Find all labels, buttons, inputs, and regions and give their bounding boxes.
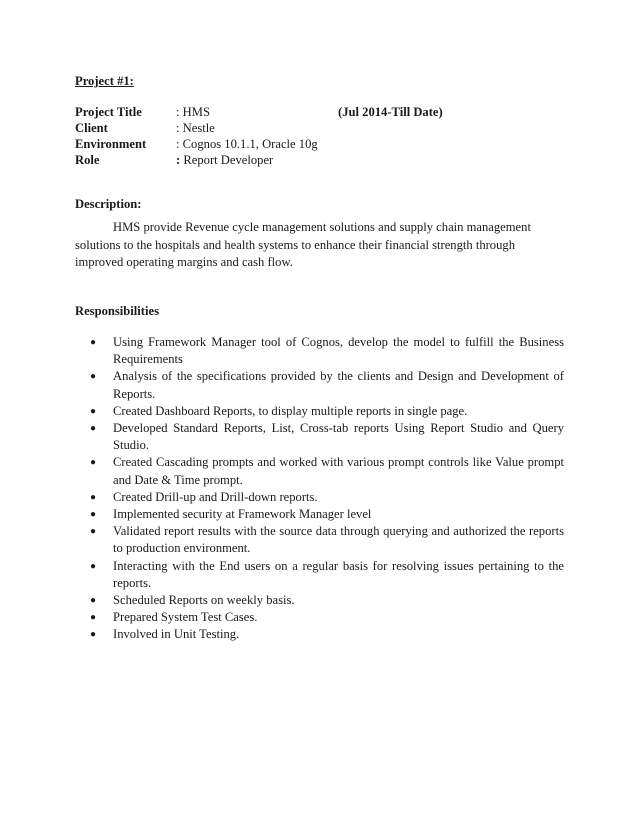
description-line: solutions to the hospitals and health systems to enhance their financial strength through bbox=[75, 237, 515, 252]
list-item bbox=[88, 403, 564, 420]
list-item-text: Created Dashboard Reports, to display multiple reports in single page. bbox=[113, 403, 468, 418]
info-value-role bbox=[176, 152, 273, 168]
list-item-text: Created Cascading prompts and worked with various prompt controls like Value prompt and Date & Time prompt. bbox=[113, 455, 564, 487]
info-label: Project Title bbox=[75, 105, 142, 119]
list-item bbox=[88, 523, 564, 557]
responsibilities-heading: Responsibilities bbox=[75, 304, 159, 318]
list-item bbox=[88, 506, 564, 523]
bullet-icon: ● bbox=[90, 405, 97, 417]
info-row-project-title bbox=[75, 104, 545, 120]
list-item-text: Developed Standard Reports, List, Cross-tab reports Using Report Studio and Query Studio. bbox=[113, 421, 564, 453]
list-item bbox=[88, 558, 564, 592]
list-item bbox=[88, 334, 564, 368]
description-line bbox=[75, 219, 537, 237]
list-item bbox=[88, 368, 564, 402]
list-item-text: Using Framework Manager tool of Cognos, develop the model to fulfill the Business Requirements bbox=[113, 335, 564, 367]
list-item-text: Analysis of the specifications provided by the clients and Design and Development of Reports. bbox=[113, 369, 564, 401]
list-item-text: Validated report results with the source data through querying and authorized the reports to production environment. bbox=[113, 524, 564, 556]
list-item bbox=[88, 420, 564, 454]
info-row-environment bbox=[75, 136, 545, 152]
description-line-text: HMS provide Revenue cycle management solutions and supply chain management bbox=[113, 220, 531, 234]
list-item-text: Involved in Unit Testing. bbox=[113, 627, 240, 642]
bullet-icon: ● bbox=[90, 612, 97, 624]
list-item bbox=[88, 592, 564, 609]
description-line: improved operating margins and cash flow. bbox=[75, 255, 293, 269]
list-item bbox=[88, 609, 564, 626]
bullet-icon: ● bbox=[90, 560, 97, 572]
list-item-text: Scheduled Reports on weekly basis. bbox=[113, 593, 295, 608]
project-info-table bbox=[75, 104, 545, 168]
bullet-icon: ● bbox=[90, 457, 97, 469]
list-item-text: Prepared System Test Cases. bbox=[113, 610, 258, 625]
description-heading: Description: bbox=[75, 197, 142, 211]
bullet-icon: ● bbox=[90, 629, 97, 641]
description-paragraph bbox=[75, 219, 537, 272]
list-item bbox=[88, 626, 564, 643]
bullet-icon: ● bbox=[90, 491, 97, 503]
info-value: : Cognos 10.1.1, Oracle 10g bbox=[176, 137, 318, 151]
bullet-icon: ● bbox=[90, 509, 97, 521]
info-label: Client bbox=[75, 121, 108, 135]
project-date-range: (Jul 2014-Till Date) bbox=[338, 105, 443, 119]
bullet-icon: ● bbox=[90, 595, 97, 607]
role-colon: : bbox=[176, 153, 181, 167]
list-item bbox=[88, 489, 564, 506]
info-row-role bbox=[75, 152, 545, 168]
list-item-text: Interacting with the End users on a regular basis for resolving issues pertaining to the reports. bbox=[113, 558, 564, 590]
bullet-icon: ● bbox=[90, 371, 97, 383]
project-heading: Project #1: bbox=[75, 74, 134, 88]
bullet-icon: ● bbox=[90, 337, 97, 348]
role-text: Report Developer bbox=[183, 153, 274, 167]
list-item bbox=[88, 454, 564, 488]
responsibilities-list bbox=[88, 334, 564, 644]
info-row-client bbox=[75, 120, 545, 136]
info-value: : HMS bbox=[176, 105, 210, 119]
info-label: Environment bbox=[75, 137, 147, 151]
info-value: : Nestle bbox=[176, 121, 215, 135]
bullet-icon: ● bbox=[90, 526, 97, 538]
bullet-icon: ● bbox=[90, 423, 97, 435]
list-item-text: Implemented security at Framework Manager level bbox=[113, 507, 372, 522]
info-label: Role bbox=[75, 153, 100, 167]
list-item-text: Created Drill-up and Drill-down reports. bbox=[113, 489, 318, 504]
